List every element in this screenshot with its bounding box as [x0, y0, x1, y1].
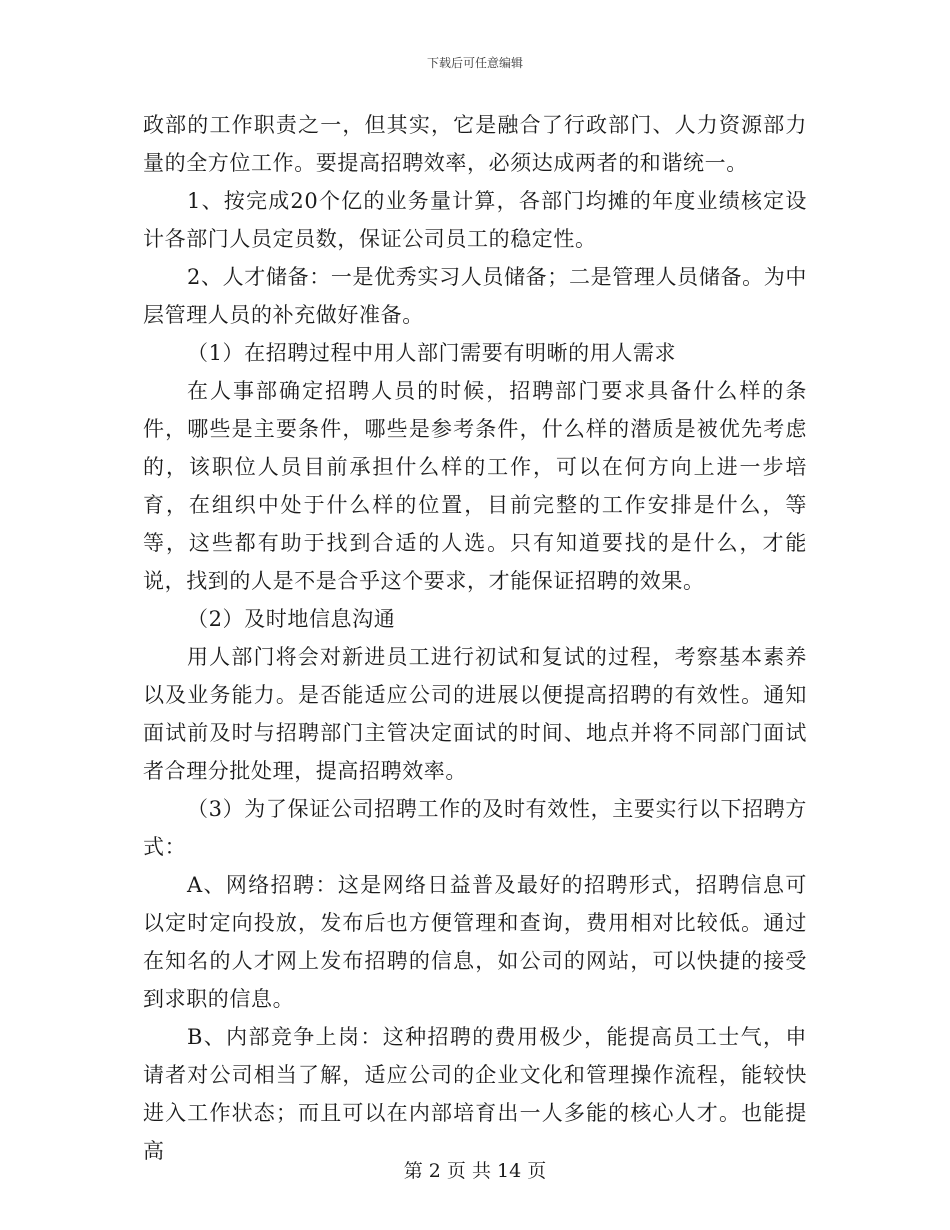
paragraph-5: 用人部门将会对新进员工进行初试和复试的过程，考察基本素养以及业务能力。是否能适应公司的进展以便提高招聘的有效性。通知面试前及时与招聘部门主管决定面试的时间、地点并将不同部门面试者合理分批处理，提高招聘效率。 — [143, 645, 807, 783]
subheading-1: （1）在招聘过程中用人部门需要有明晰的用人需求 — [187, 341, 677, 365]
paragraph-8: B、内部竞争上岗：这种招聘的费用极少，能提高员工士气，申请者对公司相当了解，适应公司的企业文化和管理操作流程，能较快进入工作状态；而且可以在内部培育出一人多能的核心人才。也能提高 — [143, 1025, 807, 1163]
subheading-2: （2）及时地信息沟通 — [187, 607, 396, 631]
paragraph-3: 2、人才储备：一是优秀实习人员储备；二是管理人员储备。为中层管理人员的补充做好准备。 — [143, 265, 807, 327]
paragraph-1: 政部的工作职责之一，但其实，它是融合了行政部门、人力资源部力量的全方位工作。要提高招聘效率，必须达成两者的和谐统一。 — [143, 113, 807, 175]
page-footer: 第 2 页 共 14 页 — [403, 1160, 547, 1182]
paragraph-7: A、网络招聘：这是网络日益普及最好的招聘形式，招聘信息可以定时定向投放，发布后也方便管理和查询，费用相对比较低。通过在知名的人才网上发布招聘的信息，如公司的网站，可以快捷的接受到求职的信息。 — [143, 873, 807, 1011]
paragraph-4: 在人事部确定招聘人员的时候，招聘部门要求具备什么样的条件，哪些是主要条件，哪些是参考条件，什么样的潜质是被优先考虑的，该职位人员目前承担什么样的工作，可以在何方向上进一步培育，在组织中处于什么样的位置，目前完整的工作安排是什么，等等，这些都有助于找到合适的人选。只有知道要找的是什么，才能说，找到的人是不是合乎这个要求，才能保证招聘的效果。 — [143, 379, 807, 593]
page-header: 下载后可任意编辑 — [426, 56, 523, 70]
paragraph-6: （3）为了保证公司招聘工作的及时有效性，主要实行以下招聘方式： — [143, 797, 807, 859]
document-body — [143, 106, 807, 1170]
paragraph-2: 1、按完成20个亿的业务量计算，各部门均摊的年度业绩核定设计各部门人员定员数，保证公司员工的稳定性。 — [143, 189, 807, 251]
